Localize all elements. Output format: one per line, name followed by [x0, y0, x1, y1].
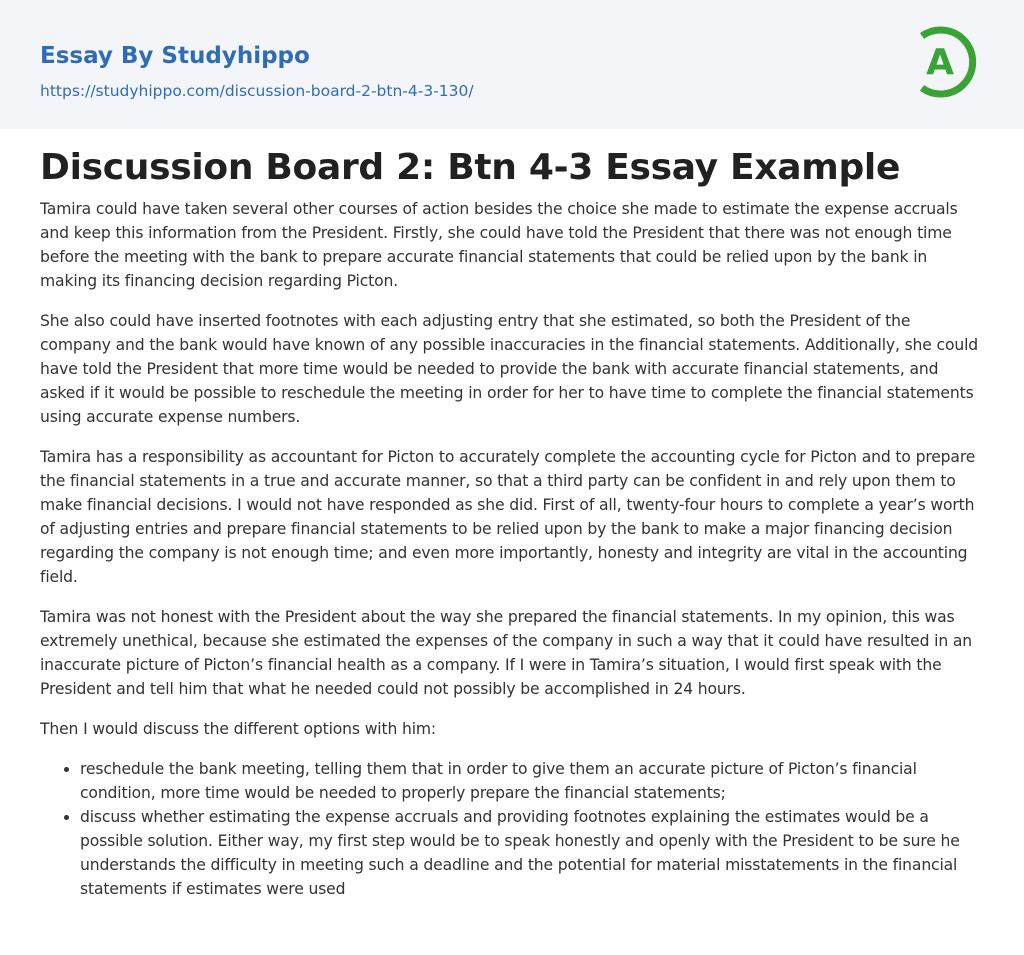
page-title: Discussion Board 2: Btn 4-3 Essay Example [40, 147, 901, 188]
paragraph-1: Tamira could have taken several other courses of action besides the choice she made to estimate the expense accruals and keep this information from the President. Firstly, she could have told the President that there was not enough time before the meeting with the bank to prepare accurate financial statements that could be relied upon by the bank in making its financing decision regarding Picton. [40, 200, 958, 290]
options-list [40, 757, 984, 901]
brand-title: Essay By Studyhippo [40, 43, 310, 69]
source-url-link[interactable]: https://studyhippo.com/discussion-board-2-btn-4-3-130/ [40, 82, 474, 100]
paragraph-4: Tamira was not honest with the President about the way she prepared the financial statements. In my opinion, this was extremely unethical, because she estimated the expenses of the company in such a way that it could have resulted in an inaccurate picture of Picton’s financial health as a company. If I were in Tamira’s situation, I would first speak with the President and tell him that what he needed could not possibly be accomplished in 24 hours. [40, 608, 973, 698]
logo-letter: A [926, 42, 954, 83]
paragraph-2: She also could have inserted footnotes with each adjusting entry that she estimated, so both the President of the company and the bank would have known of any possible inaccuracies in the financial statements. Additionally, she could have told the President that more time would be needed to provide the bank with accurate financial statements, and asked if it would be possible to reschedule the meeting in order for her to have time to complete the financial statements using accurate expense numbers. [40, 312, 979, 426]
list-item: • reschedule the bank meeting, telling them that in order to give them an accurate picture of Picton’s financial condition, more time would be needed to properly prepare the financial statements; [80, 757, 984, 805]
site-header [0, 0, 1024, 129]
paragraph-5: Then I would discuss the different options with him: [40, 720, 437, 738]
list-item: • discuss whether estimating the expense accruals and providing footnotes explaining the estimates would be a possible solution. Either way, my first step would be to speak honestly and openly with the President to be sure he understands the difficulty in meeting such a deadline and the potential for material misstatements in the financial statements if estimates were used [80, 805, 984, 901]
paragraph-3: Tamira has a responsibility as accountant for Picton to accurately complete the accounting cycle for Picton and to prepare the financial statements in a true and accurate manner, so that a third party can be confident in and rely upon them to make financial decisions. I would not have responded as she did. First of all, twenty-four hours to complete a year’s worth of adjusting entries and prepare financial statements to be relied upon by the bank to make a major financing decision regarding the company is not enough time; and even more importantly, honesty and integrity are vital in the accounting field. [40, 448, 976, 586]
studyhippo-logo-icon[interactable] [914, 18, 986, 106]
article [0, 145, 1024, 901]
